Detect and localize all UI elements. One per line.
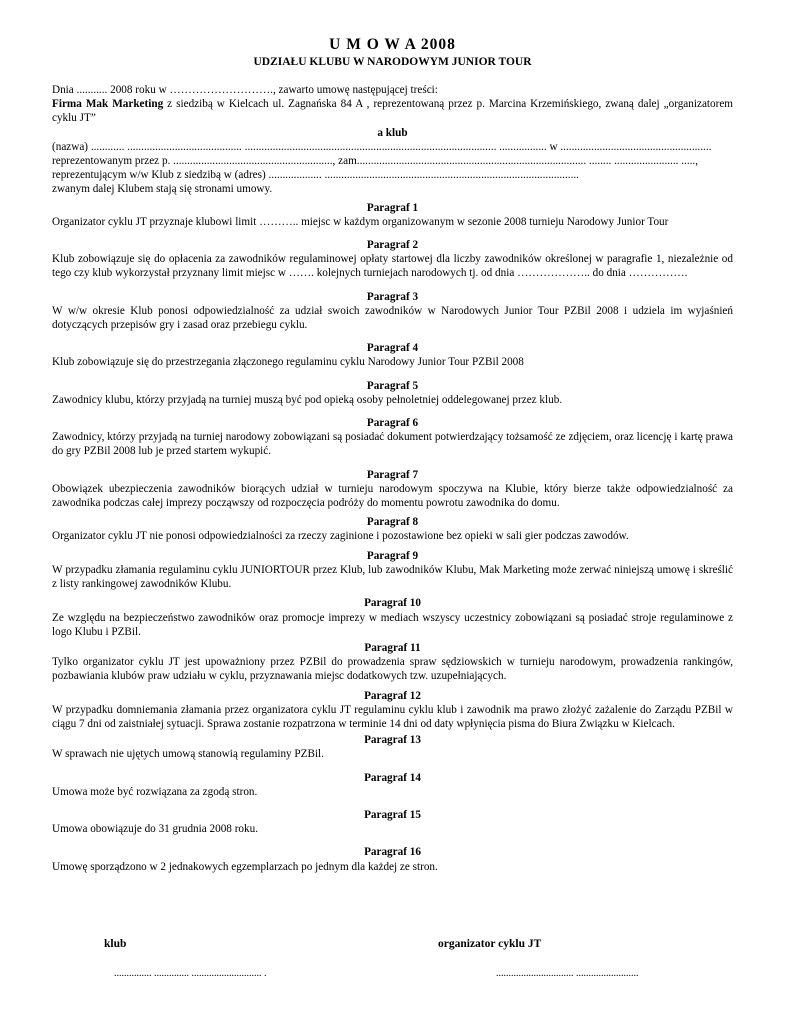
firm-name: Firma Mak Marketing <box>52 98 164 111</box>
paragraph-text: Klub zobowiązuje się do opłacenia za zawodników regulaminowej opłaty startowej dla liczby zawodników określonej w paragrafie 1, niezależnie od tego czy klub wykorzystał przyznany limit miejsc w ……. kolejnych turniejach narodowych tj. od dnia ……………….. do dnia ……………. <box>52 253 733 280</box>
paragraph-section <box>52 379 733 407</box>
intro-firm-line <box>52 97 733 125</box>
paragraphs-list <box>52 201 733 874</box>
intro-section <box>52 83 733 197</box>
document-page <box>52 36 733 874</box>
paragraph-heading: Paragraf 11 <box>364 641 421 654</box>
signature-label-club: klub <box>104 938 127 950</box>
paragraph-text: W w/w okresie Klub ponosi odpowiedzialność za udział swoich zawodników w Narodowych Junior Tour PZBil 2008 i udziela im wyjaśnień dotyczących przepisów gry i zasad oraz przebiegu cyklu. <box>52 304 733 332</box>
paragraph-text: Zawodnicy klubu, którzy przyjadą na turniej muszą być pod opieką osoby pełnoletniej oddelegowanej przez klub. <box>52 393 563 406</box>
paragraph-text: Tylko organizator cyklu JT jest upoważniony przez PZBil do prowadzenia spraw sędziowskich w turnieju narodowym, prowadzenia rankingów, pozbawiania klubów praw udziału w cyklu, przyznawania miejsc dodatkowych tzw. uzupełniających. <box>52 656 733 683</box>
paragraph-section <box>52 689 733 732</box>
paragraph-heading: Paragraf 12 <box>364 689 421 702</box>
signature-label-organizer: organizator cyklu JT <box>438 938 542 950</box>
paragraph-heading: Paragraf 3 <box>366 290 419 303</box>
paragraph-section <box>52 549 733 592</box>
paragraph-heading: Paragraf 2 <box>366 239 419 252</box>
paragraph-section <box>52 596 733 639</box>
paragraph-section <box>52 468 733 511</box>
paragraph-text: W przypadku złamania regulaminu cyklu JUNIORTOUR przez Klub, lub zawodników Klubu, Mak Marketing może zerwać niniejszą umowę i skreślić z listy rankingowej zawodników Klubu. <box>52 563 733 591</box>
paragraph-heading: Paragraf 8 <box>366 516 419 529</box>
document-subtitle: UDZIAŁU KLUBU W NARODOWYM JUNIOR TOUR <box>253 56 532 68</box>
signature-line-organizer: ............................... ......................... <box>496 968 639 979</box>
paragraph-heading: Paragraf 10 <box>364 597 421 610</box>
signature-line-club: ............... .............. ............................ . <box>114 968 267 979</box>
paragraph-section <box>52 201 733 229</box>
paragraph-text: Umowa może być rozwiązana za zgodą stron. <box>52 785 258 798</box>
paragraph-heading: Paragraf 4 <box>366 342 419 355</box>
paragraph-section <box>52 771 733 799</box>
paragraph-heading: Paragraf 7 <box>366 468 419 481</box>
intro-nazwa-line: (nazwa) ............ ......................................... .......................................................................................... ................. w ...................................................... <box>52 140 712 153</box>
paragraph-section <box>52 515 733 543</box>
paragraph-text: Umowę sporządzono w 2 jednakowych egzemplarzach po jednym dla każdej ze stron. <box>52 860 438 873</box>
paragraph-text: W sprawach nie ujętych umową stanowią regulaminy PZBil. <box>52 748 324 761</box>
paragraph-heading: Paragraf 16 <box>364 846 421 859</box>
paragraph-text: Klub zobowiązuje się do przestrzegania złączonego regulaminu cyklu Narodowy Junior Tour PZBil 2008 <box>52 356 524 369</box>
paragraph-section <box>52 290 733 333</box>
paragraph-text: Umowa obowiązuje do 31 grudnia 2008 roku. <box>52 823 258 836</box>
intro-parties-line: zwanym dalej Klubem stają się stronami umowy. <box>52 183 273 196</box>
paragraph-text: Ze względu na bezpieczeństwo zawodników oraz promocje imprezy w mediach wszyscy uczestnicy zobowiązani są posiadać stroje regulaminowe z logo Klubu i PZBil. <box>52 611 733 638</box>
paragraph-text: Zawodnicy, którzy przyjadą na turniej narodowy zobowiązani są posiadać dokument potwierdzający tożsamość ze zdjęciem, oraz licencję i kartę prawa do gry PZBil 2008 lub je przed startem wykupić. <box>52 431 733 458</box>
paragraph-heading: Paragraf 9 <box>366 549 419 562</box>
paragraph-heading: Paragraf 5 <box>366 379 419 392</box>
a-klub-label: a klub <box>377 126 408 139</box>
paragraph-heading: Paragraf 6 <box>366 417 419 430</box>
paragraph-text: W przypadku domniemania złamania przez organizatora cyklu JT regulaminu cyklu klub i zawodnik ma prawo złożyć zażalenie do Zarządu PZBil w ciągu 7 dni od zaistniałej sytuacji. Sprawa zostanie rozpatrzona w terminie 14 dni od daty wpłynięcia pisma do Biura Związku w Kielcach. <box>52 703 733 730</box>
paragraph-heading: Paragraf 15 <box>364 808 421 821</box>
paragraph-text: Organizator cyklu JT przyznaje klubowi limit ……….. miejsc w każdym organizowanym w sezonie 2008 turnieju Narodowy Junior Tour <box>52 215 669 228</box>
paragraph-text: Obowiązek ubezpieczenia zawodników biorących udział w turnieju narodowym spoczywa na Klubie, który bierze także odpowiedzialność za zawodnika podczas całej imprezy począwszy od rozpoczęcia podróży do momentu powrotu zawodnika do domu. <box>52 482 733 510</box>
paragraph-heading: Paragraf 14 <box>364 771 421 784</box>
paragraph-heading: Paragraf 13 <box>364 734 421 747</box>
intro-date-line: Dnia ........... 2008 roku w ………………………., zawarto umowę następującej treści: <box>52 84 438 96</box>
document-title: U M O W A 2008 <box>329 36 456 53</box>
paragraph-section <box>52 845 733 873</box>
paragraph-section <box>52 416 733 459</box>
paragraph-section <box>52 238 733 281</box>
intro-represented-line: reprezentowanym przez p. ........................................................., zam.................................................................................. ........ ....................... ....., <box>52 155 699 168</box>
paragraph-section <box>52 808 733 836</box>
firm-description: z siedzibą w Kielcach ul. Zagnańska 84 A , reprezentowaną przez p. Marcina Krzemińskiego, zwaną dalej „organizatorem cyklu JT” <box>52 98 734 125</box>
paragraph-heading: Paragraf 1 <box>366 201 419 214</box>
paragraph-section <box>52 341 733 369</box>
intro-representing-line: reprezentującym w/w Klub z siedzibą w (adres) ................... ........................................................................................... <box>52 169 579 182</box>
paragraph-section <box>52 733 733 761</box>
paragraph-text: Organizator cyklu JT nie ponosi odpowiedzialności za rzeczy zaginione i pozostawione bez opieki w sali gier podczas zawodów. <box>52 530 629 543</box>
paragraph-section <box>52 641 733 684</box>
